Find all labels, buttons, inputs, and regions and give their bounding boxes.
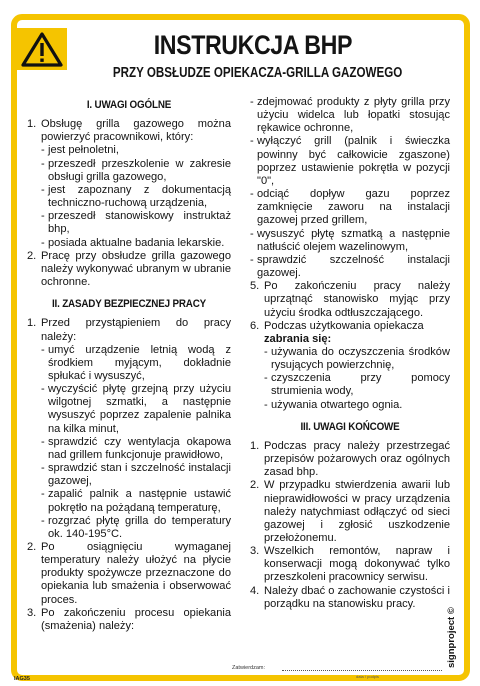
item-text: Przed przystąpieniem do pracy należy:	[41, 317, 231, 343]
item-text: Obsługę grilla gazowego można powierzyć pracownikowi, który:	[41, 118, 231, 144]
item-number: 4.	[250, 584, 260, 597]
sub-item: - czyszczenia przy pomocy strumienia wody,	[264, 372, 450, 398]
item-number: 3.	[27, 606, 37, 619]
sub-item: - posiada aktualne badania lekarskie.	[41, 236, 225, 249]
list-item	[27, 118, 231, 250]
brand-label: signproject ©	[446, 607, 457, 668]
item-text: Podczas pracy należy przestrzegać przepisów pożarowych oraz ogólnych zasad bhp.	[264, 439, 450, 479]
list-item	[27, 317, 231, 541]
item-number: 2.	[27, 541, 37, 553]
item-number: 1.	[250, 439, 260, 452]
left-column	[27, 96, 231, 633]
item-text: Podczas użytkowania opiekacza	[264, 319, 424, 332]
item-number: 6.	[250, 319, 260, 332]
page-subtitle: PRZY OBSŁUDZE OPIEKACZA-GRILLA GAZOWEGO	[112, 65, 403, 81]
sub-item: - wyłączyć grill (palnik i świeczka powinny być całkowicie zgaszone) poprzez ustawienie pokrętła w pozycji "0",	[250, 135, 450, 187]
section-heading-general: I. UWAGI OGÓLNE	[86, 99, 172, 111]
sub-item: - jest pełnoletni,	[41, 144, 119, 157]
sub-item: - sprawdzić stan i szczelność instalacji gazowej,	[41, 462, 231, 488]
list-item	[250, 280, 450, 319]
signature-caption: data / podpis	[356, 674, 379, 679]
sub-item: - używania otwartego ognia.	[264, 398, 403, 411]
product-code: IAG35	[14, 676, 30, 682]
sub-item: - używania do oczyszczenia środków rysujących powierzchnię,	[264, 345, 450, 372]
item-text: Pracę przy obsłudze grilla gazowego należy wykonywać ubranym w ubranie ochronne.	[41, 249, 231, 289]
signature-line	[282, 670, 442, 671]
list-item	[27, 607, 231, 633]
list-item	[250, 479, 450, 545]
item-number: 1.	[27, 317, 37, 330]
sub-item: - wysuszyć płytę szmatką a następnie natłuścić olejem wazelinowym,	[250, 227, 450, 253]
list-item	[250, 545, 450, 584]
list-item	[250, 320, 450, 412]
sub-item: - sprawdzić szczelność instalacji gazowej.	[250, 253, 450, 280]
list-item	[27, 541, 231, 607]
section-heading-final: III. UWAGI KOŃCOWE	[300, 420, 400, 433]
item-number: 5.	[250, 280, 260, 293]
sub-item: - zapalić palnik a następnie ustawić pokrętło na pożądaną temperaturę,	[41, 488, 231, 514]
right-column	[250, 96, 450, 611]
sub-item: - zdejmować produkty z płyty grilla przy użyciu widelca lub łopatki stosując rękawice ochronne,	[250, 96, 450, 135]
list-item	[250, 585, 450, 611]
item-text: Należy dbać o zachowanie czystości i porządku na stanowisku pracy.	[264, 584, 450, 610]
item-number: 1.	[27, 118, 37, 131]
list-item	[250, 440, 450, 479]
sub-item: - przeszedł stanowiskowy instruktaż bhp,	[41, 210, 231, 236]
approved-label: Zatwierdzam:	[232, 665, 266, 671]
page-title: INSTRUKCJA BHP	[153, 30, 353, 60]
section-heading-safe-work: II. ZASADY BEZPIECZNEJ PRACY	[51, 298, 207, 311]
sub-item: - sprawdzić czy wentylacja okapowa nad grillem funkcjonuje prawidłowo,	[41, 435, 231, 461]
sub-item: - rozgrzać płytę grilla do temperatury ok. 140-195°C.	[41, 514, 231, 540]
sub-item: - jest zapoznany z dokumentacją techniczno-ruchową urządzenia,	[41, 183, 231, 210]
sub-item: - wyczyścić płytę grzejną przy użyciu wilgotnej szmatki, a następnie wysuszyć poprzez zapalenie palnika na kilka minut,	[41, 383, 231, 435]
item-number: 2.	[27, 249, 37, 262]
item-text: Wszelkich remontów, napraw i konserwacji mogą dokonywać tylko przeszkoleni pracownicy serwisu.	[264, 545, 450, 584]
sub-item: - odciąć dopływ gazu poprzez zamknięcie zaworu na instalacji gazowej przed grillem,	[250, 188, 450, 227]
item-text: Po osiągnięciu wymaganej temperatury należy ułożyć na płycie produkty spożywcze przeznaczone do opiekania lub smażenia i obserwować proces.	[41, 541, 231, 606]
item-text: W przypadku stwierdzenia awarii lub nieprawidłowości w pracy urządzenia należy natychmiast odłączyć od sieci gazowej i zgłosić uszkodzenie przełożonemu.	[264, 479, 450, 544]
item-number: 3.	[250, 545, 260, 558]
sub-item: - umyć urządzenie letnią wodą z środkiem myjącym, dokładnie spłukać i wysuszyć,	[41, 343, 231, 382]
item-text-bold: zabrania się:	[264, 332, 332, 345]
list-item	[27, 250, 231, 289]
item-text: Po zakończeniu procesu opiekania (smażenia) należy:	[41, 606, 231, 632]
item-text: Po zakończeniu pracy należy uprzątnąć stanowisko myjąc przy użyciu środka odtłuszczającego.	[264, 280, 450, 319]
item-number: 2.	[250, 479, 260, 492]
sub-item: - przeszedł przeszkolenie w zakresie obsługi grilla gazowego,	[41, 157, 231, 183]
